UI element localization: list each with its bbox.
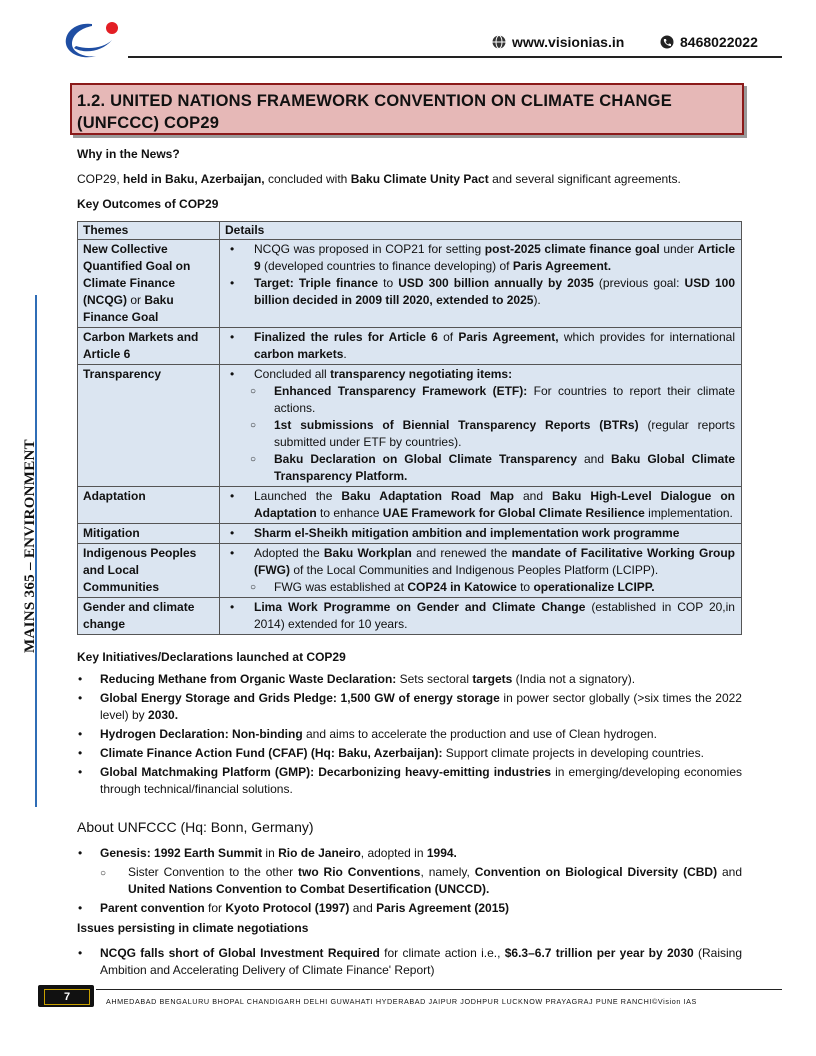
outcomes-table (77, 221, 742, 635)
why-heading: Why in the News? (77, 147, 180, 161)
issues-list (78, 945, 742, 981)
header-phone[interactable] (660, 34, 758, 50)
list-item: • Hydrogen Declaration: Non-binding and aims to accelerate the production and use of Clean hydrogen. (78, 727, 657, 741)
theme-cell: Transparency (78, 365, 220, 487)
about-list (78, 845, 742, 919)
about-heading: About UNFCCC (Hq: Bonn, Germany) (77, 819, 314, 835)
initiatives-heading: Key Initiatives/Declarations launched at COP29 (77, 650, 346, 664)
title-line-2: (UNFCCC) COP29 (77, 114, 220, 132)
details-cell: • Launched the Baku Adaptation Road Map and Baku High-Level Dialogue on Adaptation to enhance UAE Framework for Global Climate Resilience implementation. (220, 487, 742, 524)
list-item: • Reducing Methane from Organic Waste Declaration: Sets sectoral targets (India not a signatory). (78, 672, 636, 686)
list-subitem: ○ Sister Convention to the other two Rio Conventions, namely, Convention on Biological Diversity (CBD) and United Nations Convention to Combat Desertification (UNCCD). (100, 865, 743, 896)
section-title (70, 83, 744, 135)
header-rule (128, 56, 782, 58)
list-item: • Climate Finance Action Fund (CFAF) (Hq: Baku, Azerbaijan): Support climate projects in developing countries. (78, 746, 704, 760)
theme-cell: Gender and climate change (78, 598, 220, 635)
table-row (78, 598, 742, 635)
details-cell: • Adopted the Baku Workplan and renewed the mandate of Facilitative Working Group (FWG) of the Local Communities and Indigenous Peoples Platform (LCIPP). ○ FWG was established at COP24 in Katowice to operationalize LCIPP. (220, 544, 742, 598)
list-item: • Genesis: 1992 Earth Summit in Rio de Janeiro, adopted in 1994. (78, 846, 457, 860)
list-item: • Global Energy Storage and Grids Pledge: 1,500 GW of energy storage in power sector globally (>six times the 2022 level) by 2030. (78, 691, 742, 722)
details-cell: • Sharm el-Sheikh mitigation ambition and implementation work programme (220, 524, 742, 544)
list-item: • NCQG falls short of Global Investment Required for climate action i.e., $6.3–6.7 trillion per year by 2030 (Raising Ambition and Accelerating Delivery of Climate Finance' Report) (78, 946, 743, 977)
table-row (78, 524, 742, 544)
phone-icon (660, 35, 674, 49)
theme-cell: Adaptation (78, 487, 220, 524)
page-number: 7 (44, 989, 90, 1005)
header-website[interactable] (492, 34, 624, 50)
side-section-label: MAINS 365 – ENVIRONMENT (22, 439, 38, 653)
details-cell: • Finalized the rules for Article 6 of Paris Agreement, which provides for international carbon markets. (220, 328, 742, 365)
table-row (78, 544, 742, 598)
table-header-row (78, 222, 742, 240)
details-cell: • NCQG was proposed in COP21 for setting post-2025 climate finance goal under Article 9 (developed countries to finance developing) of Paris Agreement. • Target: Triple finance to USD 300 billion annually by 2035 (previous goal: USD 100 billion decided in 2009 till 2020, extended to 2025). (220, 240, 742, 328)
vision-ias-logo (62, 18, 122, 66)
table-row (78, 487, 742, 524)
title-line-1: 1.2. UNITED NATIONS FRAMEWORK CONVENTION ON CLIMATE CHANGE (77, 92, 672, 110)
footer-rule (96, 989, 782, 990)
why-paragraph: COP29, held in Baku, Azerbaijan, concluded with Baku Climate Unity Pact and several significant agreements. (77, 172, 681, 186)
initiatives-list (78, 671, 742, 800)
details-cell: • Concluded all transparency negotiating items: ○ Enhanced Transparency Framework (ETF): For countries to report their climate actions. ○ 1st submissions of Biennial Transparency Reports (BTRs) (regular reports submitted under ETF by countries). ○ Baku Declaration on Global Climate Transparency and Baku Global Climate Transparency Platform. (220, 365, 742, 487)
col-themes: Themes (78, 222, 220, 240)
table-row (78, 328, 742, 365)
globe-icon (492, 35, 506, 49)
theme-cell: New Collective Quantified Goal on Climate Finance (NCQG) or Baku Finance Goal (78, 240, 220, 328)
list-item: • Parent convention for Kyoto Protocol (1997) and Paris Agreement (2015) (78, 901, 510, 915)
table-row (78, 240, 742, 328)
theme-cell: Indigenous Peoples and Local Communities (78, 544, 220, 598)
website-text: www.visionias.in (512, 34, 625, 50)
list-item: • Global Matchmaking Platform (GMP): Decarbonizing heavy-emitting industries in emerging/developing economies through technical/financial solutions. (78, 765, 742, 796)
table-row (78, 365, 742, 487)
details-cell: • Lima Work Programme on Gender and Climate Change (established in COP 20,in 2014) extended for 10 years. (220, 598, 742, 635)
issues-heading: Issues persisting in climate negotiations (77, 921, 309, 935)
theme-cell: Mitigation (78, 524, 220, 544)
phone-text: 8468022022 (680, 34, 758, 50)
col-details: Details (220, 222, 742, 240)
theme-cell: Carbon Markets and Article 6 (78, 328, 220, 365)
outcomes-heading: Key Outcomes of COP29 (77, 197, 219, 211)
footer-cities: AHMEDABAD BENGALURU BHOPAL CHANDIGARH DELHI GUWAHATI HYDERABAD JAIPUR JODHPUR LUCKNOW PRAYAGRAJ PUNE RANCHI©Vision IAS (106, 997, 697, 1006)
